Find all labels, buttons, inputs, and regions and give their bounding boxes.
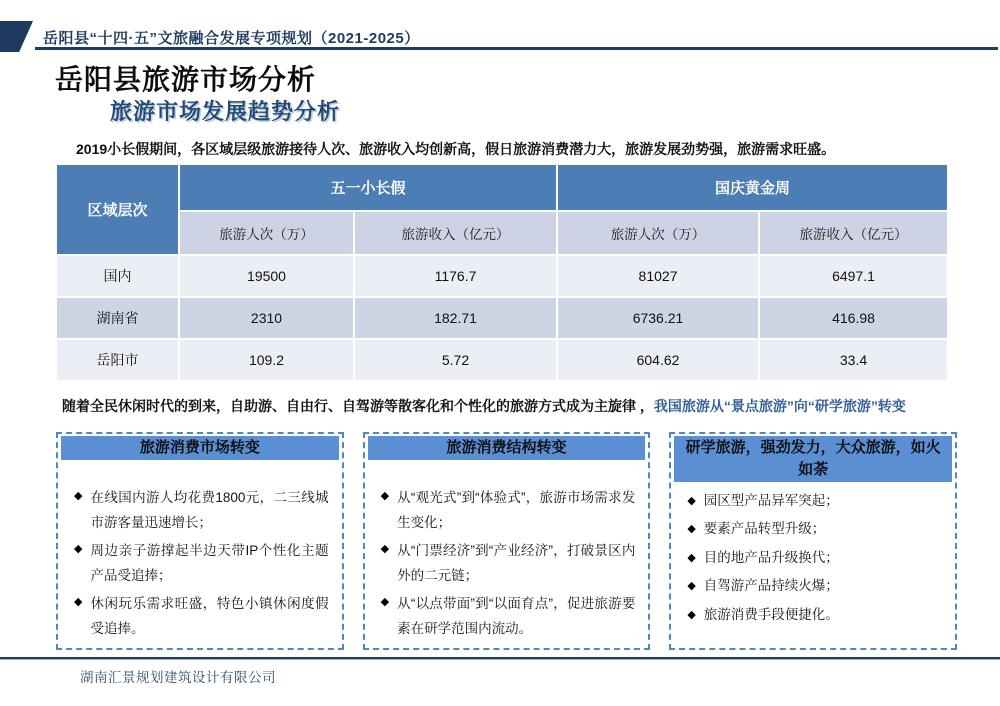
info-box-title: 研学旅游，强劲发力，大众旅游，如火如荼 bbox=[674, 436, 952, 482]
info-boxes-row bbox=[56, 432, 957, 650]
corner-flag-shape bbox=[0, 21, 33, 52]
list-item: ◆ 旅游消费手段便捷化。 bbox=[687, 606, 839, 622]
table-cell: 604.62 bbox=[558, 340, 758, 380]
diamond-bullet-icon: ◆ bbox=[687, 608, 696, 621]
column-header-visitors-national: 旅游人次（万） bbox=[558, 212, 758, 254]
diamond-bullet-icon: ◆ bbox=[380, 595, 390, 608]
trend-paragraph bbox=[40, 397, 985, 417]
page-subtitle: 旅游市场发展趋势分析 bbox=[110, 99, 341, 124]
intro-paragraph: 2019小长假期间，各区域层级旅游接待人次、旅游收入均创新高，假日旅游消费潜力大，旅游发展劲势强，旅游需求旺盛。 bbox=[76, 141, 836, 157]
list-item: ◆ 目的地产品升级换代； bbox=[687, 549, 839, 565]
table-row bbox=[57, 298, 947, 338]
table-header-row-groups bbox=[57, 165, 947, 210]
row-label: 岳阳市 bbox=[57, 340, 178, 380]
column-header-region: 区域层次 bbox=[57, 165, 178, 254]
table-cell: 1176.7 bbox=[355, 256, 556, 296]
info-box-list bbox=[674, 482, 952, 625]
list-item: ◆ 在线国内游人均花费1800元，二三线城市游客量迅速增长； bbox=[74, 486, 329, 536]
table-cell: 6736.21 bbox=[558, 298, 758, 338]
footer-divider-line bbox=[0, 657, 1000, 660]
diamond-bullet-icon: ◆ bbox=[687, 580, 696, 593]
list-item: ◆ 从“以点带面”到“以面育点”，促进旅游要素在研学范围内流动。 bbox=[381, 592, 636, 642]
table-row bbox=[57, 340, 947, 380]
row-label: 国内 bbox=[57, 256, 178, 296]
diamond-bullet-icon: ◆ bbox=[380, 542, 390, 555]
table-cell: 109.2 bbox=[180, 340, 353, 380]
column-header-visitors-may: 旅游人次（万） bbox=[180, 212, 353, 254]
table-cell: 33.4 bbox=[760, 340, 947, 380]
list-item: ◆ 要素产品转型升级； bbox=[687, 521, 826, 537]
info-box-consumption-structure bbox=[363, 432, 651, 650]
column-header-revenue-may: 旅游收入（亿元） bbox=[355, 212, 556, 254]
list-item: ◆ 从“观光式”到“体验式”，旅游市场需求发生变化； bbox=[381, 486, 636, 536]
footer-company-name: 湖南汇景规划建筑设计有限公司 bbox=[80, 670, 276, 685]
column-header-revenue-national: 旅游收入（亿元） bbox=[760, 212, 947, 254]
table-cell: 5.72 bbox=[355, 340, 556, 380]
info-box-consumer-market bbox=[56, 432, 344, 650]
table-cell: 2310 bbox=[180, 298, 353, 338]
table-cell: 19500 bbox=[180, 256, 353, 296]
column-group-national-day: 国庆黄金周 bbox=[558, 165, 947, 210]
table-cell: 81027 bbox=[558, 256, 758, 296]
diamond-bullet-icon: ◆ bbox=[687, 494, 696, 507]
table-cell: 416.98 bbox=[760, 298, 947, 338]
page-title: 岳阳县旅游市场分析 bbox=[55, 64, 317, 95]
list-item: ◆ 自驾游产品持续火爆； bbox=[687, 578, 839, 594]
info-box-title: 旅游消费结构转变 bbox=[368, 436, 646, 460]
column-group-may-holiday: 五一小长假 bbox=[180, 165, 556, 210]
info-box-list bbox=[61, 460, 339, 642]
info-box-title: 旅游消费市场转变 bbox=[61, 436, 339, 460]
diamond-bullet-icon: ◆ bbox=[74, 542, 83, 555]
list-item: ◆ 园区型产品异军突起； bbox=[687, 492, 839, 508]
table-header-row-metrics bbox=[57, 212, 947, 254]
list-item: ◆ 从“门票经济”到“产业经济”，打破景区内外的二元链； bbox=[381, 539, 636, 589]
list-item: ◆ 周边亲子游撑起半边天带IP个性化主题产品受追捧； bbox=[74, 539, 329, 589]
info-box-list bbox=[368, 460, 646, 642]
table-cell: 6497.1 bbox=[760, 256, 947, 296]
document-header-title: 岳阳县“十四·五”文旅融合发展专项规划（2021-2025） bbox=[43, 30, 420, 47]
trend-text-black: 随着全民休闲时代的到来，自助游、自由行、自驾游等散客化和个性化的旅游方式成为主旋律 ， bbox=[62, 398, 654, 414]
table-row bbox=[57, 256, 947, 296]
diamond-bullet-icon: ◆ bbox=[687, 523, 696, 536]
holiday-tourism-stats-table bbox=[55, 163, 949, 382]
info-box-study-tourism bbox=[669, 432, 957, 650]
diamond-bullet-icon: ◆ bbox=[74, 595, 83, 608]
list-item: ◆ 休闲玩乐需求旺盛，特色小镇休闲度假受追捧。 bbox=[74, 592, 329, 642]
trend-text-highlight: 我国旅游从“景点旅游”向“研学旅游”转变 bbox=[653, 398, 906, 414]
header-divider-line bbox=[35, 47, 998, 50]
diamond-bullet-icon: ◆ bbox=[380, 489, 390, 502]
diamond-bullet-icon: ◆ bbox=[687, 551, 696, 564]
diamond-bullet-icon: ◆ bbox=[74, 489, 83, 502]
table-cell: 182.71 bbox=[355, 298, 556, 338]
row-label: 湖南省 bbox=[57, 298, 178, 338]
